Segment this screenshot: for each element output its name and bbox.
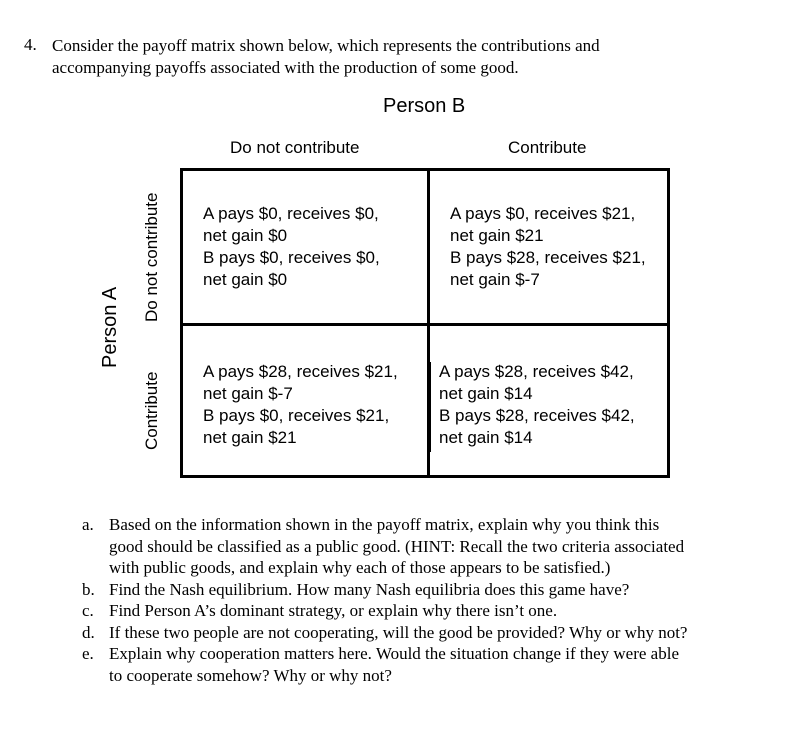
matrix-cell-r2c2 — [439, 361, 635, 449]
cell-line: net gain $21 — [203, 428, 297, 447]
question-number: 4. — [24, 35, 37, 54]
matrix-cell-r2c1 — [203, 361, 398, 449]
sub-question-line: with public goods, and explain why each of those appears to be satisfied.) — [109, 558, 611, 577]
cell-line: A pays $28, receives $42, — [439, 362, 634, 381]
cell-line: net gain $0 — [203, 226, 288, 245]
sub-question-b — [82, 579, 772, 601]
sub-question-line: Find Person A’s dominant strategy, or explain why there isn’t one. — [109, 601, 558, 620]
matrix-cell-r1c1 — [203, 203, 380, 291]
question-line: accompanying payoffs associated with the production of some good. — [52, 58, 519, 77]
sub-question-d — [82, 622, 772, 644]
cell-line: A pays $28, receives $21, — [203, 362, 398, 381]
row-header-contribute: Contribute — [142, 371, 161, 450]
cell-line: A pays $0, receives $0, — [203, 204, 379, 223]
person-b-label: Person B — [383, 95, 466, 117]
sub-question-letter: e. — [82, 644, 94, 663]
sub-question-letter: d. — [82, 622, 95, 642]
sub-question-e — [82, 643, 772, 686]
cell-line: net gain $14 — [439, 428, 533, 447]
row-header-do-not-contribute: Do not contribute — [142, 192, 161, 322]
sub-question-line: Explain why cooperation matters here. Would the situation change if they were able — [109, 644, 679, 663]
sub-question-letter: a. — [82, 515, 94, 534]
matrix-horizontal-divider — [183, 323, 667, 326]
column-header-do-not-contribute: Do not contribute — [230, 138, 360, 157]
sub-question-letter: c. — [82, 601, 94, 620]
cell-line: net gain $0 — [203, 270, 288, 289]
sub-question-line: If these two people are not cooperating, will the good be provided? Why or why not? — [109, 622, 688, 642]
cell-line: net gain $14 — [439, 384, 533, 403]
cell-line: B pays $0, receives $0, — [203, 248, 380, 267]
sub-question-letter: b. — [82, 579, 95, 599]
matrix-cell-r1c2 — [450, 203, 646, 291]
cell-line: A pays $0, receives $21, — [450, 204, 636, 223]
cell-line: net gain $-7 — [450, 270, 540, 289]
cell-line: net gain $-7 — [203, 384, 293, 403]
sub-question-list — [82, 514, 772, 686]
sub-question-line: to cooperate somehow? Why or why not? — [109, 665, 392, 685]
cell-line: B pays $28, receives $21, — [450, 248, 646, 267]
column-header-contribute: Contribute — [508, 138, 587, 157]
question-line: Consider the payoff matrix shown below, which represents the contributions and — [52, 36, 600, 55]
cell-line: B pays $0, receives $21, — [203, 406, 390, 425]
cell-cursor-bar — [429, 362, 431, 452]
sub-question-a — [82, 514, 772, 579]
cell-line: B pays $28, receives $42, — [439, 406, 635, 425]
sub-question-c — [82, 600, 772, 622]
sub-question-line: Find the Nash equilibrium. How many Nash equilibria does this game have? — [109, 579, 630, 599]
question-text — [52, 35, 752, 79]
sub-question-line: good should be classified as a public good. (HINT: Recall the two criteria associated — [109, 536, 685, 556]
cell-line: net gain $21 — [450, 226, 544, 245]
sub-question-line: Based on the information shown in the payoff matrix, explain why you think this — [109, 515, 660, 534]
person-a-label: Person A — [99, 286, 121, 368]
